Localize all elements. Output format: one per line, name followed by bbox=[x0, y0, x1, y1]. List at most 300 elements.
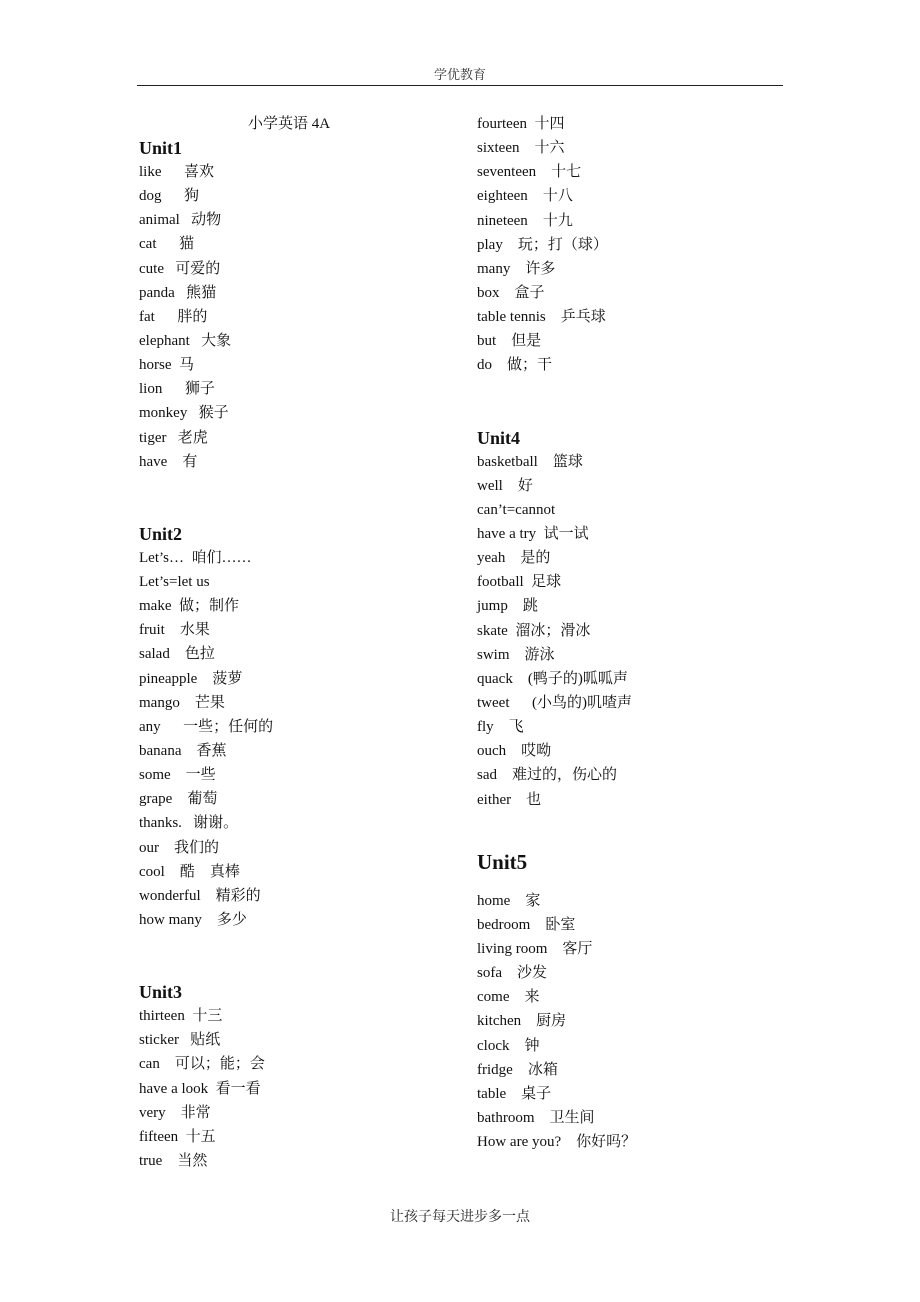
chinese-meaning: 狗 bbox=[184, 188, 200, 205]
vocab-entry bbox=[139, 401, 439, 425]
vocab-entry bbox=[139, 160, 439, 184]
english-word: ouch bbox=[477, 743, 507, 760]
english-word: come bbox=[477, 989, 510, 1006]
separator-space bbox=[506, 1086, 521, 1102]
vocab-entry bbox=[139, 450, 439, 474]
separator-space bbox=[155, 309, 178, 325]
english-word: mango bbox=[139, 694, 180, 711]
separator-space bbox=[500, 285, 515, 301]
english-word: fourteen bbox=[477, 116, 527, 132]
separator-space bbox=[510, 261, 525, 277]
chinese-meaning: 冰箱 bbox=[527, 1061, 558, 1078]
english-word: some bbox=[139, 767, 171, 784]
vocab-entry bbox=[139, 811, 439, 835]
vocab-entry bbox=[139, 618, 439, 642]
chinese-meaning: 十九 bbox=[542, 212, 573, 229]
vocab-entry bbox=[139, 426, 439, 450]
chinese-meaning: 好 bbox=[517, 477, 533, 494]
vocab-entry bbox=[477, 353, 777, 377]
unit4-section bbox=[477, 426, 777, 812]
english-word: can bbox=[139, 1056, 160, 1073]
chinese-meaning: 酷 真棒 bbox=[179, 863, 240, 880]
vocab-entry bbox=[139, 281, 439, 305]
separator-space bbox=[172, 357, 180, 373]
english-word: fifteen bbox=[139, 1128, 179, 1145]
chinese-meaning: 非常 bbox=[180, 1104, 211, 1121]
english-word: fly bbox=[477, 719, 494, 736]
vocab-entry bbox=[139, 570, 439, 594]
page-footer: 让孩子每天进步多一点 bbox=[390, 1210, 530, 1225]
chinese-meaning: 十六 bbox=[534, 140, 565, 157]
chinese-meaning: 猫 bbox=[178, 236, 194, 253]
chinese-meaning: 十七 bbox=[551, 164, 582, 181]
vocab-entry bbox=[139, 884, 439, 908]
chinese-meaning: 可以；能；会 bbox=[174, 1056, 265, 1073]
vocab-list bbox=[477, 112, 777, 378]
separator-space bbox=[536, 526, 544, 542]
vocab-entry bbox=[477, 257, 777, 281]
chinese-meaning: 飞 bbox=[508, 719, 524, 736]
vocab-entry bbox=[139, 1077, 439, 1101]
chinese-meaning: 熊猫 bbox=[186, 284, 217, 301]
english-word: home bbox=[477, 892, 511, 909]
vocab-entry bbox=[477, 329, 777, 353]
vocab-entry bbox=[477, 985, 777, 1009]
english-word: like bbox=[139, 164, 162, 180]
separator-space bbox=[530, 917, 545, 933]
chinese-meaning: 游泳 bbox=[524, 646, 555, 663]
english-word: Let’s… bbox=[139, 549, 184, 566]
vocab-list bbox=[477, 450, 777, 812]
vocab-entry bbox=[477, 1034, 777, 1058]
chinese-meaning: 桌子 bbox=[521, 1085, 552, 1102]
separator-space bbox=[181, 743, 196, 759]
english-word: have a try bbox=[477, 525, 537, 542]
vocab-entry bbox=[139, 1028, 439, 1052]
separator-space bbox=[184, 550, 192, 566]
chinese-meaning: 菠萝 bbox=[212, 670, 243, 687]
chinese-meaning: 厨房 bbox=[536, 1013, 567, 1030]
vocab-entry bbox=[139, 353, 439, 377]
separator-space bbox=[160, 1056, 175, 1072]
chinese-meaning: 也 bbox=[526, 791, 542, 808]
vocab-entry bbox=[139, 739, 439, 763]
chinese-meaning: 乒乓球 bbox=[560, 309, 606, 326]
english-word: box bbox=[477, 284, 500, 301]
chinese-meaning: 十三 bbox=[192, 1008, 223, 1025]
english-word: banana bbox=[139, 742, 182, 759]
english-word: thirteen bbox=[139, 1008, 185, 1025]
vocab-entry bbox=[139, 257, 439, 281]
vocab-entry bbox=[139, 836, 439, 860]
vocab-entry bbox=[477, 937, 777, 961]
chinese-meaning: 当然 bbox=[177, 1152, 208, 1169]
english-word: elephant bbox=[139, 332, 190, 349]
vocab-entry bbox=[477, 305, 777, 329]
chinese-meaning: (小鸟的)叽喳声 bbox=[531, 694, 632, 711]
chinese-meaning: 哎呦 bbox=[521, 743, 552, 760]
chinese-meaning: 沙发 bbox=[517, 965, 548, 982]
separator-space bbox=[180, 212, 191, 228]
spacer bbox=[477, 812, 777, 847]
chinese-meaning: 胖的 bbox=[177, 308, 208, 325]
separator-space bbox=[510, 893, 525, 909]
english-word: well bbox=[477, 477, 503, 494]
vocab-entry bbox=[477, 1106, 777, 1130]
vocab-list bbox=[477, 889, 777, 1155]
chinese-meaning: 大象 bbox=[201, 332, 232, 349]
unit1-section bbox=[139, 136, 439, 474]
chinese-meaning: 玩；打（球） bbox=[517, 236, 608, 253]
english-word: true bbox=[139, 1152, 163, 1169]
english-word: cute bbox=[139, 260, 164, 277]
vocab-entry bbox=[477, 961, 777, 985]
vocab-entry bbox=[477, 570, 777, 594]
separator-space bbox=[561, 1134, 576, 1150]
english-word: fat bbox=[139, 308, 155, 325]
english-word: seventeen bbox=[477, 164, 537, 181]
separator-space bbox=[521, 1013, 536, 1029]
separator-space bbox=[502, 965, 517, 981]
vocab-entry bbox=[139, 232, 439, 256]
chinese-meaning: 做；干 bbox=[507, 357, 553, 374]
chinese-meaning: 可爱的 bbox=[175, 260, 221, 277]
english-word: sticker bbox=[139, 1032, 179, 1049]
vocab-list bbox=[139, 546, 439, 932]
separator-space bbox=[509, 989, 524, 1005]
english-word: can’t=cannot bbox=[477, 501, 556, 518]
separator-space bbox=[496, 333, 511, 349]
separator-space bbox=[171, 767, 186, 783]
unit3-section bbox=[139, 980, 439, 1173]
vocab-entry bbox=[139, 594, 439, 618]
vocab-entry bbox=[477, 619, 777, 643]
english-word: nineteen bbox=[477, 212, 528, 229]
chinese-meaning: 香蕉 bbox=[196, 742, 227, 759]
chinese-meaning: 马 bbox=[179, 357, 195, 374]
vocab-entry bbox=[139, 763, 439, 787]
separator-space bbox=[511, 792, 526, 808]
english-word: dog bbox=[139, 188, 162, 205]
english-word: jump bbox=[477, 598, 508, 615]
separator-space bbox=[509, 695, 532, 711]
separator-space bbox=[162, 1153, 177, 1169]
english-word: play bbox=[477, 236, 503, 253]
english-word: grape bbox=[139, 791, 173, 808]
chinese-meaning: 你好吗？ bbox=[576, 1134, 637, 1151]
separator-space bbox=[156, 236, 179, 252]
chinese-meaning: 来 bbox=[524, 989, 540, 1006]
separator-space bbox=[492, 357, 507, 373]
english-word: basketball bbox=[477, 453, 538, 470]
separator-space bbox=[161, 719, 184, 735]
english-word: tweet bbox=[477, 694, 510, 711]
separator-space bbox=[162, 164, 185, 180]
english-word: many bbox=[477, 260, 511, 277]
chinese-meaning: 一些 bbox=[185, 767, 216, 784]
vocab-entry bbox=[477, 691, 777, 715]
separator-space bbox=[162, 188, 185, 204]
english-word: animal bbox=[139, 212, 180, 229]
separator-space bbox=[164, 261, 175, 277]
chinese-meaning: 跳 bbox=[522, 598, 538, 615]
chinese-meaning: 多少 bbox=[216, 911, 247, 928]
vocab-entry bbox=[139, 329, 439, 353]
separator-space bbox=[170, 646, 185, 662]
unit-title: Unit3 bbox=[139, 982, 183, 1003]
vocab-entry bbox=[139, 667, 439, 691]
vocab-entry bbox=[477, 1009, 777, 1033]
unit5-section bbox=[477, 847, 777, 1155]
vocab-entry bbox=[477, 788, 777, 812]
vocab-list bbox=[139, 1004, 439, 1173]
separator-space bbox=[197, 671, 212, 687]
vocab-entry bbox=[477, 1082, 777, 1106]
separator-space bbox=[166, 1105, 181, 1121]
chinese-meaning: 看一看 bbox=[215, 1080, 261, 1097]
chinese-meaning: 十四 bbox=[534, 116, 565, 132]
vocab-entry bbox=[139, 377, 439, 401]
chinese-meaning: 一些；任何的 bbox=[183, 718, 274, 735]
separator-space bbox=[513, 671, 528, 687]
vocab-entry bbox=[477, 739, 777, 763]
chinese-meaning: 足球 bbox=[531, 574, 562, 591]
separator-space bbox=[547, 941, 562, 957]
vocab-entry bbox=[477, 913, 777, 937]
chinese-meaning: 十五 bbox=[185, 1128, 216, 1145]
separator-space bbox=[538, 454, 553, 470]
chinese-meaning: 是的 bbox=[520, 550, 551, 567]
english-word: make bbox=[139, 598, 172, 615]
vocab-entry bbox=[477, 546, 777, 570]
english-word: football bbox=[477, 574, 524, 591]
english-word: sixteen bbox=[477, 140, 520, 157]
vocab-entry bbox=[139, 1004, 439, 1028]
vocab-entry bbox=[139, 691, 439, 715]
unit3-continued-section bbox=[477, 112, 777, 378]
separator-space bbox=[535, 1110, 550, 1126]
chinese-meaning: 有 bbox=[182, 453, 198, 470]
english-word: horse bbox=[139, 357, 172, 374]
separator-space bbox=[182, 815, 193, 831]
english-word: have a look bbox=[139, 1080, 209, 1097]
english-word: how many bbox=[139, 911, 202, 928]
separator-space bbox=[179, 1032, 190, 1048]
vocab-entry bbox=[477, 889, 777, 913]
unit-title: Unit4 bbox=[477, 427, 521, 448]
chinese-meaning: 客厅 bbox=[562, 940, 593, 957]
chinese-meaning: 卧室 bbox=[545, 916, 576, 933]
english-word: kitchen bbox=[477, 1013, 522, 1030]
separator-space bbox=[509, 1038, 524, 1054]
separator-space bbox=[546, 309, 561, 325]
english-word: eighteen bbox=[477, 188, 528, 205]
english-word: monkey bbox=[139, 405, 188, 422]
english-word: but bbox=[477, 333, 497, 350]
english-word: do bbox=[477, 357, 492, 374]
separator-space bbox=[167, 454, 182, 470]
vocab-entry bbox=[477, 184, 777, 208]
chinese-meaning: 许多 bbox=[525, 260, 556, 277]
english-word: salad bbox=[139, 646, 170, 663]
vocab-entry bbox=[139, 787, 439, 811]
english-word: table bbox=[477, 1085, 507, 1102]
vocab-entry bbox=[139, 908, 439, 932]
english-word: sad bbox=[477, 767, 497, 784]
separator-space bbox=[187, 405, 198, 421]
separator-space bbox=[513, 1062, 528, 1078]
vocab-entry bbox=[477, 474, 777, 498]
english-word: Let’s=let us bbox=[139, 573, 210, 590]
vocab-entry bbox=[477, 643, 777, 667]
chinese-meaning: 我们的 bbox=[174, 839, 220, 856]
vocab-entry bbox=[477, 112, 777, 136]
vocab-entry bbox=[477, 1130, 777, 1154]
english-word: pineapple bbox=[139, 670, 198, 687]
separator-space bbox=[505, 550, 520, 566]
chinese-meaning: 家 bbox=[525, 892, 541, 909]
vocab-entry bbox=[477, 715, 777, 739]
spacer bbox=[139, 932, 439, 980]
document-title: 小学英语 4A bbox=[248, 116, 331, 132]
chinese-meaning: 但是 bbox=[511, 333, 542, 350]
separator-space bbox=[520, 140, 535, 156]
english-word: very bbox=[139, 1104, 166, 1121]
chinese-meaning: 狮子 bbox=[184, 381, 215, 398]
vocab-entry bbox=[139, 184, 439, 208]
separator-space bbox=[180, 695, 195, 711]
english-word: wonderful bbox=[139, 887, 201, 904]
english-word: have bbox=[139, 453, 168, 470]
vocab-entry bbox=[477, 498, 777, 522]
vocab-entry bbox=[139, 642, 439, 666]
vocab-entry bbox=[139, 1101, 439, 1125]
chinese-meaning: 喜欢 bbox=[184, 164, 215, 180]
chinese-meaning: 盒子 bbox=[514, 284, 545, 301]
separator-space bbox=[178, 1129, 186, 1145]
chinese-meaning: 葡萄 bbox=[187, 791, 218, 808]
separator-space bbox=[528, 213, 543, 229]
chinese-meaning: 做；制作 bbox=[178, 598, 239, 615]
separator-space bbox=[503, 237, 518, 253]
english-word: tiger bbox=[139, 429, 167, 446]
english-word: cool bbox=[139, 863, 165, 880]
separator-space bbox=[175, 285, 186, 301]
vocab-entry bbox=[139, 208, 439, 232]
english-word: fridge bbox=[477, 1061, 513, 1078]
unit-title: Unit5 bbox=[477, 849, 528, 874]
vocab-entry bbox=[477, 522, 777, 546]
vocab-list bbox=[139, 160, 439, 474]
separator-space bbox=[510, 647, 525, 663]
chinese-meaning: 卫生间 bbox=[549, 1109, 595, 1126]
chinese-meaning: 老虎 bbox=[177, 429, 208, 446]
chinese-meaning: 篮球 bbox=[552, 453, 583, 470]
english-word: cat bbox=[139, 236, 157, 253]
vocab-entry bbox=[139, 305, 439, 329]
separator-space bbox=[201, 888, 216, 904]
left-column bbox=[139, 112, 439, 1173]
spacer bbox=[477, 378, 777, 426]
separator-space bbox=[506, 743, 521, 759]
english-word: any bbox=[139, 718, 161, 735]
vocab-entry bbox=[477, 209, 777, 233]
english-word: table tennis bbox=[477, 309, 546, 326]
unit2-section bbox=[139, 522, 439, 932]
separator-space bbox=[528, 188, 543, 204]
vocab-entry bbox=[477, 594, 777, 618]
english-word: quack bbox=[477, 670, 513, 687]
separator-space bbox=[208, 1081, 216, 1097]
vocab-entry bbox=[477, 763, 777, 787]
chinese-meaning: 钟 bbox=[524, 1037, 540, 1054]
separator-space bbox=[167, 430, 178, 446]
english-word: either bbox=[477, 791, 512, 808]
english-word: sofa bbox=[477, 965, 502, 982]
chinese-meaning: 精彩的 bbox=[215, 887, 261, 904]
chinese-meaning: (鸭子的)呱呱声 bbox=[527, 670, 628, 687]
unit-title: Unit2 bbox=[139, 523, 183, 544]
separator-space bbox=[202, 912, 217, 928]
english-word: yeah bbox=[477, 550, 506, 567]
english-word: bathroom bbox=[477, 1109, 535, 1126]
vocab-entry bbox=[139, 1149, 439, 1173]
separator-space bbox=[172, 791, 187, 807]
chinese-meaning: 芒果 bbox=[194, 694, 225, 711]
english-word: panda bbox=[139, 284, 175, 301]
chinese-meaning: 贴纸 bbox=[190, 1032, 221, 1049]
header-rule bbox=[137, 85, 783, 86]
chinese-meaning: 咱们…… bbox=[191, 549, 252, 566]
vocab-entry bbox=[477, 160, 777, 184]
separator-space bbox=[494, 719, 509, 735]
vocab-entry bbox=[477, 136, 777, 160]
english-word: thanks. bbox=[139, 815, 182, 832]
vocab-entry bbox=[139, 1052, 439, 1076]
separator-space bbox=[508, 598, 523, 614]
vocab-entry bbox=[477, 450, 777, 474]
separator-space bbox=[171, 598, 179, 614]
vocab-entry bbox=[477, 281, 777, 305]
english-word: our bbox=[139, 839, 159, 856]
vocab-entry bbox=[139, 715, 439, 739]
vocab-entry bbox=[139, 546, 439, 570]
english-word: lion bbox=[139, 381, 163, 398]
chinese-meaning: 十八 bbox=[542, 188, 573, 205]
page-header: 学优教育 bbox=[433, 67, 486, 82]
chinese-meaning: 色拉 bbox=[184, 646, 215, 663]
english-word: swim bbox=[477, 646, 510, 663]
separator-space bbox=[165, 622, 180, 638]
separator-space bbox=[497, 767, 512, 783]
separator-space bbox=[503, 478, 518, 494]
separator-space bbox=[536, 164, 551, 180]
separator-space bbox=[165, 864, 180, 880]
english-word: living room bbox=[477, 940, 548, 957]
chinese-meaning: 难过的，伤心的 bbox=[512, 767, 618, 784]
english-word: skate bbox=[477, 622, 508, 639]
english-word: How are you? bbox=[477, 1134, 562, 1151]
unit-title: Unit1 bbox=[139, 138, 183, 158]
chinese-meaning: 动物 bbox=[191, 212, 222, 229]
separator-space bbox=[162, 381, 185, 397]
right-column bbox=[477, 112, 777, 1154]
english-word: bedroom bbox=[477, 916, 531, 933]
chinese-meaning: 猴子 bbox=[198, 405, 229, 422]
chinese-meaning: 谢谢。 bbox=[193, 815, 239, 832]
vocab-entry bbox=[477, 667, 777, 691]
vocab-entry bbox=[477, 1058, 777, 1082]
